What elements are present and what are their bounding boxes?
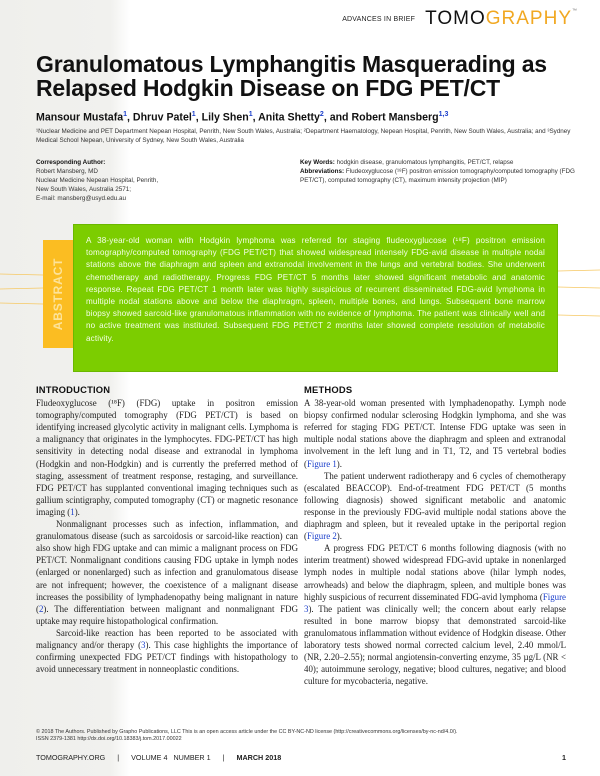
article-title: Granulomatous Lymphangitis Masquerading as Relapsed Hodgkin Disease on FDG PET/CT: [36, 51, 547, 101]
paragraph-text: Nonmalignant processes such as infection, inflammation, and granulomatous disease (such as sarcoidosis or sarcoid-like reaction) can also show high FDG uptake and can mimic a malignant process on FDG PET/CT. Nonmalignant conditions causing FDG uptake in lymph nodes (enlarged or nonenlarged) such as infection and granulomatous disease are not infrequent; however, the coexistence of a malignant disease increases the possibility of lymphadenopathy being malignant in nature (: [36, 519, 298, 614]
abstract-tab: [43, 240, 73, 348]
corresponding-line: Nuclear Medicine Nepean Hospital, Penrith,: [36, 177, 159, 184]
license-line: © 2018 The Authors. Published by Grapho Publications, LLC This is an open access article under the CC BY-NC-ND license (http://creativecommons.org/licenses/by-nc-nd/4.0/).: [36, 729, 458, 735]
section-label: ADVANCES IN BRIEF: [342, 15, 416, 23]
author-affil-link[interactable]: 2: [319, 111, 324, 118]
methods-paragraph-3: [304, 542, 566, 687]
author-affil-link[interactable]: 1,3: [438, 111, 449, 118]
logo-part1: TOMO: [425, 8, 486, 29]
keywords-block: [300, 158, 580, 185]
abstract-label: ABSTRACT: [51, 257, 65, 331]
paragraph-text: The patient underwent radiotherapy and 6 cycles of chemotherapy (escalated BEACCOP). End-of-treatment FDG PET/CT (5 months following diagnosis) showed significant metabolic and anatomic response in the previously FDG-avid multiple nodal stations above the diaphragm and spleen, but it revealed uptake in the periportal region (: [304, 470, 566, 542]
column-left: [36, 384, 298, 675]
author-affil-link[interactable]: 1: [123, 111, 128, 118]
author-affil-link[interactable]: 1: [191, 111, 196, 118]
page-footer: [36, 753, 566, 762]
author: Robert Mansberg: [351, 111, 439, 124]
keywords-text: hodgkin disease, granulomatous lymphangitis, PET/CT, relapse: [336, 159, 514, 166]
author-affil-link[interactable]: 1: [248, 111, 253, 118]
figure-link[interactable]: Figure 1: [306, 458, 337, 469]
abbreviations-label: Abbreviations:: [300, 168, 345, 175]
corresponding-label: Corresponding Author:: [36, 159, 106, 166]
corresponding-line: Robert Mansberg, MD: [36, 168, 98, 175]
joiner: ,: [195, 111, 202, 124]
logo-part2: GRAPHY: [485, 8, 572, 29]
author: Dhruv Patel: [132, 111, 192, 124]
paragraph-text: ). The differentiation between malignant and nonmalignant FDG uptake may require histopathological confirmation.: [36, 603, 298, 626]
paragraph-text: A 38-year-old woman presented with lymphadenopathy. Lymph node biopsy confirmed nodular sclerosing Hodgkin lymphoma, and she was referred for staging FDG PET/CT. Intense FDG uptake was seen in multiple nodal stations above the diaphragm and spleen and extranodal involvement in the left lung and in T1, T2, and T5 vertebral bodies (: [304, 398, 566, 469]
abstract-text: A 38-year-old woman with Hodgkin lymphoma was referred for staging fludeoxyglucose (¹⁸F) positron emission tomography/computed tomography (FDG PET/CT) that showed widespread intensely FDG-avid disease in multiple nodal stations above the diaphragm and spleen and extranodal involvement in the lungs and vertebral bodies. She underwent chemotherapy and radiotherapy. Progress FDG PET/CT 5 months later showed significant metabolic and anatomic response. Repeat FDG PET/CT 1 month later was highly suspicious of recurrent disseminated FDG-avid lymphoma in multiple nodal stations above and below the diaphragm, spleen, multiple bones, and lungs. Subsequent bone marrow biopsy showed sarcoid-like granulomatous inflammation with no evidence of lymphoma. The patient was clinically well and no active treatment was instituted. Subsequent FDG PET/CT 2 months later showed complete resolution of metabolic activity.: [86, 236, 545, 343]
page-header: [342, 8, 578, 30]
author: Lily Shen: [201, 111, 249, 124]
corresponding-email[interactable]: E-mail: mansberg@usyd.edu.au: [36, 195, 127, 202]
methods-paragraph-2: [304, 470, 566, 543]
corresponding-author: [36, 158, 256, 203]
footer-number: NUMBER 1: [173, 753, 211, 762]
journal-logo: [425, 8, 578, 30]
logo-tm: ™: [572, 8, 578, 14]
reference-link[interactable]: 2: [38, 603, 44, 614]
footer-date: MARCH 2018: [236, 753, 282, 762]
paragraph-text: ).: [74, 506, 80, 517]
issn-doi-line: ISSN 2379-1381 http://dx.doi.org/10.18383/j.tom.2017.00022: [36, 736, 182, 742]
reference-link[interactable]: 1: [70, 506, 75, 517]
author: Anita Shetty: [258, 111, 320, 124]
keywords-label: Key Words:: [300, 159, 335, 166]
paragraph-text: A progress FDG PET/CT 6 months following diagnosis (with no interim treatment) showed widespread FDG-avid uptake in nonenlarged lymph nodes in multiple nodal stations above (hilar lymph nodes, arrowheads) and below the diaphragm, spleen, and multiple bones was highly suspicious of recurrent disseminated FDG-avid lymphoma (: [304, 543, 566, 602]
intro-paragraph-3: [36, 627, 298, 675]
license-notice: [36, 729, 576, 743]
paragraph-text: ). This case highlights the importance of confirming unexpected FDG PET/CT findings with histopathology to avoid unnecessary treatment in nonneoplastic conditions.: [36, 639, 298, 675]
joiner: ,: [252, 111, 259, 124]
reference-link[interactable]: 3: [141, 639, 146, 650]
paragraph-text: Fludeoxyglucose (¹⁸F) (FDG) uptake in positron emission tomography/computed tomography (FDG PET/CT) is based on identifying increased glycolytic activity in malignant cells. Lymphoma is a malignancy that originates in the lymphocytes. FDG-PET/CT has high sensitivity in detecting nodal disease and extranodal in lymphoma (Hodgkin and non-Hodgkin) and is currently the preferred method of staging, assessment of treatment response, restaging, and surveillance. FDG PET/CT has supplanted conventional imaging techniques such as gallium scintigraphy, computed tomography (CT) or magnetic resonance imaging (: [36, 398, 298, 517]
methods-paragraph-1: [304, 397, 566, 470]
abbreviations-text: Fludeoxyglucose (¹⁸F) positron emission tomography/computed tomography (FDG PET/CT), computed tomography (CT), maximum intensity projection (MIP): [300, 168, 575, 184]
figure-link[interactable]: Figure 2: [306, 531, 337, 542]
paragraph-text: ).: [336, 458, 342, 469]
intro-paragraph-1: [36, 397, 298, 518]
author-list: [36, 111, 448, 124]
intro-paragraph-2: [36, 518, 298, 627]
paragraph-text: Sarcoid-like reaction has been reported to be associated with malignancy and/or therapy (: [36, 627, 298, 650]
affiliations: ¹Nuclear Medicine and PET Department Nepean Hospital, Penrith, New South Wales, Australia; ²Department Haematology, Nepean Hospital, Penrith, New South Wales, Australia; and ³Sydney Medical School Nepean, University of Sydney, New South Wales, Australia: [36, 128, 571, 144]
corresponding-line: New South Wales, Australia 2571;: [36, 186, 131, 193]
footer-separator: |: [222, 753, 225, 762]
joiner: , and: [323, 111, 352, 124]
paragraph-text: ). The patient was clinically well; the concern about early relapse resulted in bone marrow biopsy that demonstrated sarcoid-like granulomatous inflammation without evidence of Hodgkin disease. Other laboratory tests showed normal corrected calcium level, 2.40 mmol/L (NR, 2.20–2.55); normal angiotensin-converting enzyme, 35 µg/L (NR < 40); autoimmune serology, negative; blood cultures, negative; and blood culture for mycobacteria, negative.: [304, 603, 566, 687]
author: Mansour Mustafa: [36, 111, 124, 124]
page-number: 1: [562, 753, 566, 762]
footer-site[interactable]: TOMOGRAPHY.ORG: [36, 753, 106, 762]
column-right: [304, 384, 566, 687]
methods-heading: METHODS: [304, 384, 353, 395]
joiner: ,: [127, 111, 133, 124]
abstract-box: [73, 224, 558, 372]
footer-separator: |: [117, 753, 120, 762]
paragraph-text: ).: [336, 531, 342, 542]
figure-link[interactable]: Figure 3: [304, 591, 566, 614]
footer-volume: VOLUME 4: [131, 753, 168, 762]
introduction-heading: INTRODUCTION: [36, 384, 111, 395]
